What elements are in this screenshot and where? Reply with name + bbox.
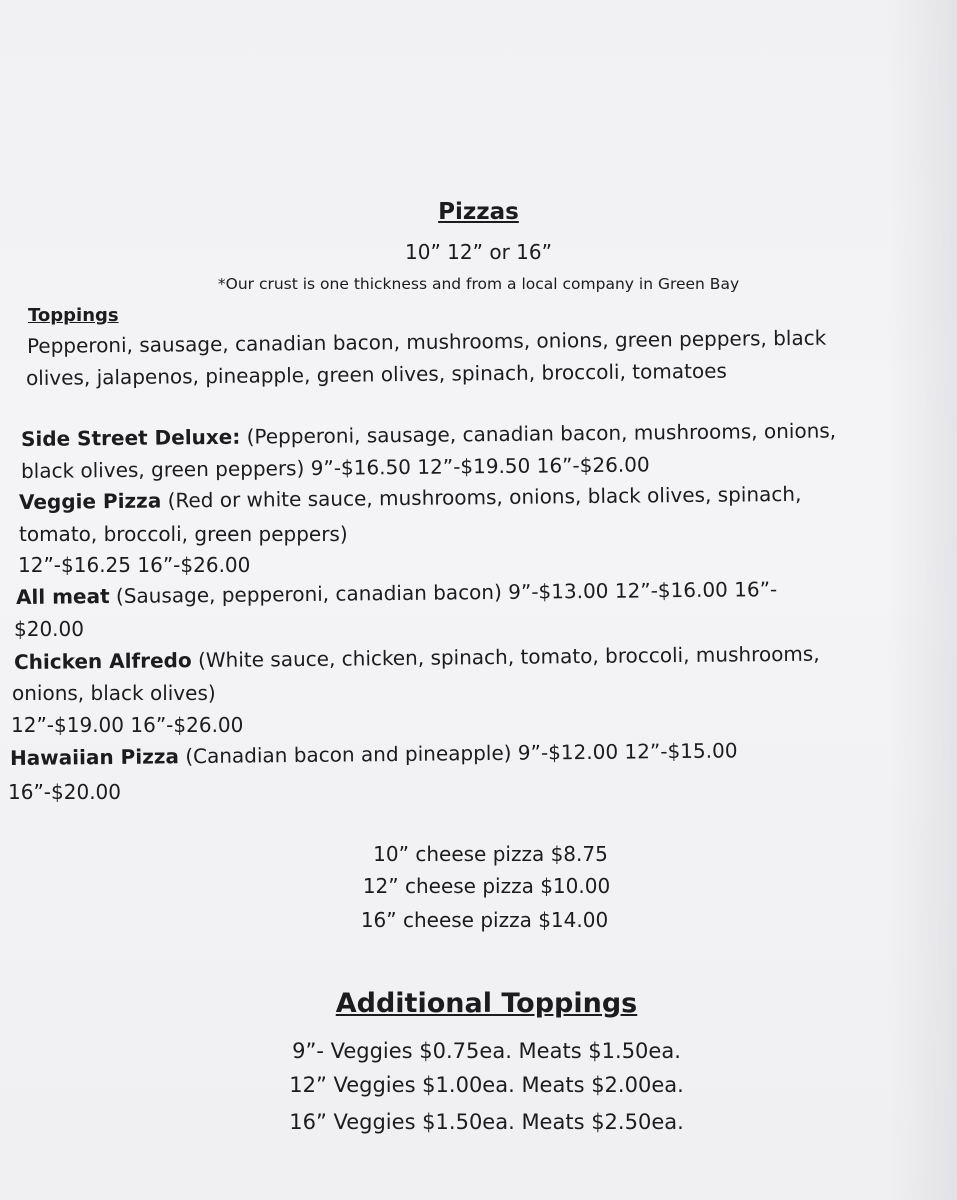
specialty-name: Chicken Alfredo xyxy=(13,648,192,674)
cheese-pizza-12: 12” cheese pizza $10.00 xyxy=(362,874,611,898)
crust-note: *Our crust is one thickness and from a local company in Green Bay xyxy=(217,275,740,293)
specialty-prices: 12”-$19.00 16”-$26.00 xyxy=(11,713,244,737)
specialty-item-all-meat xyxy=(16,577,777,609)
specialty-prices: 16”-$20.00 xyxy=(8,780,122,804)
additional-toppings-12: 12” Veggies $1.00ea. Meats $2.00ea. xyxy=(289,1073,684,1097)
specialty-item-chicken-alfredo xyxy=(14,642,820,674)
specialty-item-hawaiian-pizza xyxy=(10,738,738,770)
specialty-description: (Canadian bacon and pineapple) 9”-$12.00 12”-$15.00 xyxy=(178,738,738,769)
specialty-name: Side Street Deluxe: xyxy=(20,424,241,451)
additional-toppings-9: 9”- Veggies $0.75ea. Meats $1.50ea. xyxy=(292,1039,681,1063)
specialty-description: (White sauce, chicken, spinach, tomato, broccoli, mushrooms, xyxy=(191,641,820,673)
menu-title: Pizzas xyxy=(438,199,519,225)
specialty-name: Hawaiian Pizza xyxy=(9,744,180,770)
specialty-name: Veggie Pizza xyxy=(18,488,162,514)
specialty-name: All meat xyxy=(15,584,110,609)
specialty-prices: $20.00 xyxy=(14,617,84,641)
specialty-description-cont: onions, black olives) xyxy=(12,681,216,705)
toppings-heading: Toppings xyxy=(28,305,119,326)
specialty-description: (Sausage, pepperoni, canadian bacon) 9”-$13.00 12”-$16.00 16”- xyxy=(109,577,778,609)
toppings-line-2: olives, jalapenos, pineapple, green olives, spinach, broccoli, tomatoes xyxy=(25,358,727,390)
specialty-item-side-street-deluxe xyxy=(21,418,836,451)
specialty-prices: 12”-$16.25 16”-$26.00 xyxy=(18,553,251,577)
specialty-description: (Red or white sauce, mushrooms, onions, black olives, spinach, xyxy=(161,481,802,513)
toppings-line-1: Pepperoni, sausage, canadian bacon, mushrooms, onions, green peppers, black xyxy=(26,325,827,358)
size-options: 10” 12” or 16” xyxy=(405,240,552,264)
additional-toppings-title: Additional Toppings xyxy=(335,988,638,1019)
cheese-pizza-10: 10” cheese pizza $8.75 xyxy=(373,842,608,866)
specialty-description-cont: tomato, broccoli, green peppers) xyxy=(19,522,348,546)
cheese-pizza-16: 16” cheese pizza $14.00 xyxy=(360,908,609,932)
specialty-item-veggie-pizza xyxy=(19,482,802,514)
additional-toppings-16: 16” Veggies $1.50ea. Meats $2.50ea. xyxy=(289,1110,684,1134)
specialty-description: (Pepperoni, sausage, canadian bacon, mushrooms, onions, xyxy=(240,418,837,449)
specialty-prices: black olives, green peppers) 9”-$16.50 12”-$19.50 16”-$26.00 xyxy=(20,452,650,483)
